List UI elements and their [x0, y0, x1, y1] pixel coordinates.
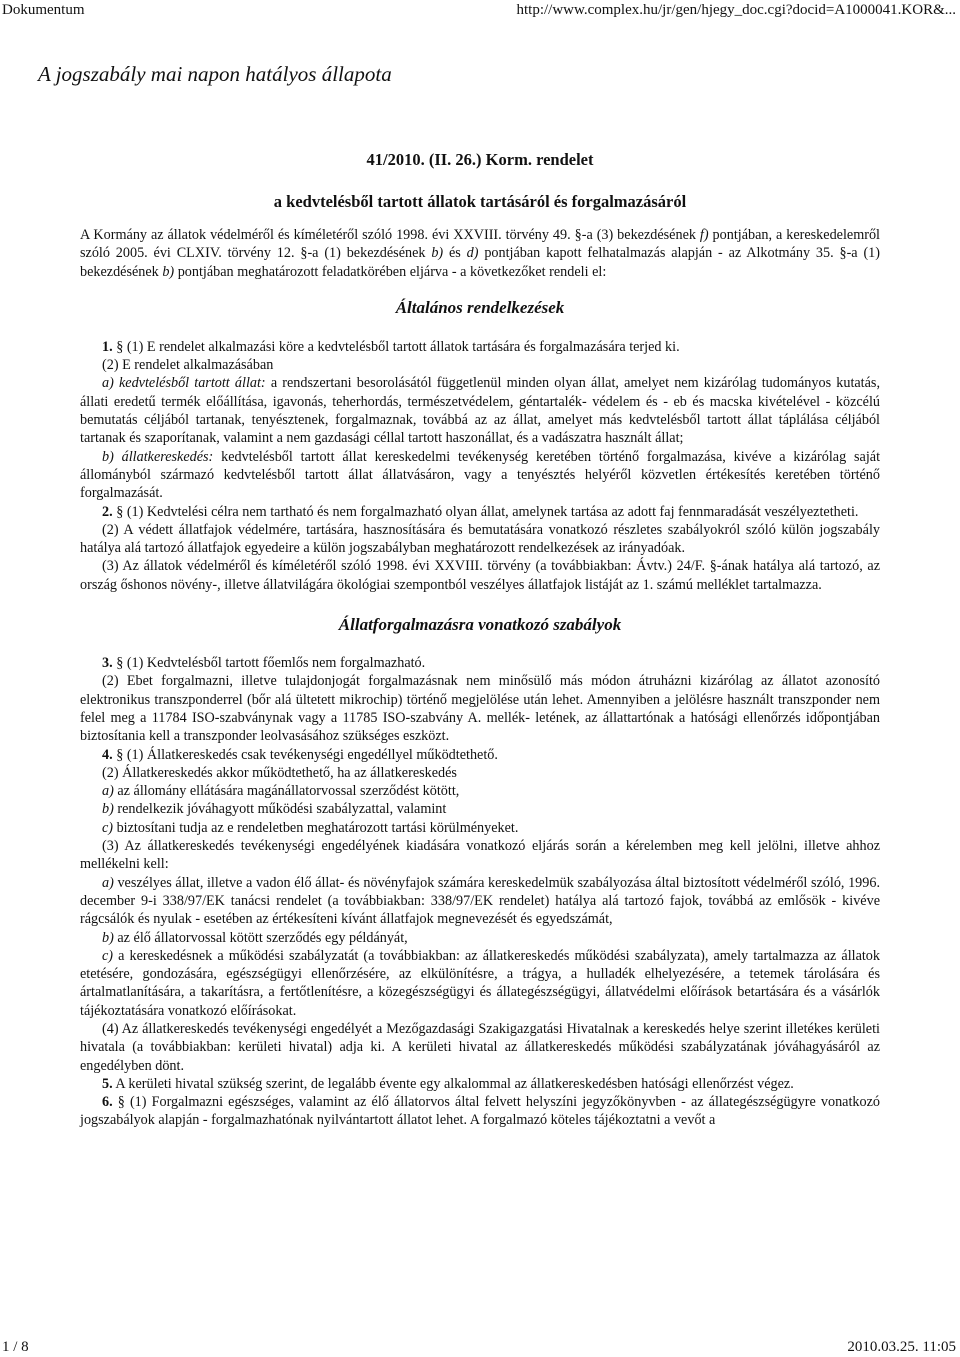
paragraph-6: 6. § (1) Forgalmazni egészséges, valamint az élő állatorvos által felvett helyszíni jegyzőkönyvben - az állategészségügyre vonatkozó jogszabályok alapján - forgalmazhatónak nyilvántartott állatot lehet. A forgalmazó köteles tájékoztatni a vevőt a: [80, 1094, 880, 1129]
document-url[interactable]: http://www.complex.hu/jr/gen/hjegy_doc.cgi?docid=A1000041.KOR&...: [516, 2, 956, 18]
status-line: A jogszabály mai napon hatályos állapota: [38, 62, 392, 86]
decree-title: a kedvtelésből tartott állatok tartásáról és forgalmazásáról: [273, 192, 687, 211]
page-number: 1 / 8: [2, 1339, 29, 1355]
section-heading-trade: Állatforgalmazásra vonatkozó szabályok: [338, 615, 622, 635]
paragraph-3: 3. § (1) Kedvtelésből tartott főemlős nem forgalmazható.: [102, 655, 426, 672]
paragraph-2-2: (2) A védett állatfajok védelmére, tartására, hasznosítására és bemutatására vonatkozó részletes szabályokról szóló külön jogszabály hatálya alá tartozó állatfajok egyedeire a külön jogszabályban meghatározott rendelkezések az irányadóak.: [80, 521, 880, 557]
print-timestamp: 2010.03.25. 11:05: [847, 1339, 956, 1355]
item-4-2-a: a) az állomány ellátására magánállatorvossal szerződést kötött,: [102, 783, 460, 800]
item-4-3-a: a) veszélyes állat, illetve a vadon élő állat- és növényfajok számára kereskedelmük szabályozása által biztosított védelméről szóló, 1996. december 9-i 338/97/EK tanácsi rendelet (a továbbiakban: 338/97/EK rendelet) hatálya alá tartozó fajok, továbbá az emlősök - kivéve rágcsálók és nyulak - esetében az értékesíteni kívánt állatfajok megnevezését és egyedszámát,: [80, 874, 880, 928]
paragraph-1-2: (2) E rendelet alkalmazásában: [102, 357, 274, 374]
paragraph-4-4: (4) Az állatkereskedés tevékenységi engedélyét a Mezőgazdasági Szakigazgatási Hivatalnak a kereskedés helye szerint illetékes kerületi hivatala (a továbbiakban: kerületi hivatal) adja ki. A kerületi hivatal az állatkereskedés működési szabályzatának jóváhagyásáról az engedélyben dönt.: [80, 1020, 880, 1074]
item-4-3-c: c) a kereskedésnek a működési szabályzatát (a továbbiakban: az állatkereskedés működési szabályzata), amely tartalmazza az állatok etetésére, gondozására, egészségügyi ellenőrzésére, az elkülönítésre, a trágya, a hulladék elhelyezésére, a tetemek tárolására és ártalmatlanítására, a takarításra, a fertőtlenítésre, a közegészségügyi és állategészségügyi, állatvédelmi előírások betartására és a vásárlók tájékoztatására vonatkozó előírásokat.: [80, 947, 880, 1019]
definition-b: b) állatkereskedés: kedvtelésből tartott állat kereskedelmi tevékenység keretében történő forgalmazása, kivéve a kizárólag saját állományból származó kedvtelésből tartott állat állatvásáron, vagy a tenyésztés helyéről közvetlen értékesítés keretében történő forgalmazását.: [80, 448, 881, 502]
item-4-2-c: c) biztosítani tudja az e rendeletben meghatározott tartási körülményeket.: [102, 819, 519, 836]
preamble: A Kormány az állatok védelméről és kíméletéről szóló 1998. évi XXVIII. törvény 49. §-a (3) bekezdésének f) pontjában, a kereskedelemről szóló 2005. évi CLXIV. törvény 12. §-a (1) bekezdésének b) és d) pontjában kapott felhatalmazás alapján - az Alkotmány 35. §-a (1) bekezdésének b) pontjában meghatározott feladatkörében eljárva - a következőket rendeli el:: [80, 227, 880, 280]
paragraph-1: 1. § (1) E rendelet alkalmazási köre a kedvtelésből tartott állatok tartására és forgalmazására terjed ki.: [102, 338, 680, 355]
page-header: [0, 0, 960, 20]
paragraph-2-3: (3) Az állatok védelméről és kíméletéről szóló 1998. évi XXVIII. törvény (a továbbiakban: Ávtv.) 24/F. §-ának hatálya alá tartozó, az ország őshonos növény-, illetve állatvilágára ökológiai szempontból veszélyes állatfajok listáját az 1. számú melléklet tartalmazza.: [80, 558, 880, 593]
definition-a: a) kedvtelésből tartott állat: a rendszertani besorolásától függetlenül minden olyan állat, amelyet nem kizárólag tudományos kutatás, állati eredetű termék előállítása, igavonás, teherhordás, természetvédelem, géntartalék- védelem és - eb és macska kivételével - közcélú bemutatás céljából tartanak, tenyésztenek, forgalmaznak, továbbá az az állat, amelyet más kedvtelésből tartott állat táplálása céljából tartanak és szaporítanak, valamint a nem gazdasági céllal tartott haszonállat, és a vadászatra használt állat;: [80, 375, 880, 447]
document-label: Dokumentum: [2, 2, 85, 18]
paragraph-5: 5. A kerületi hivatal szükség szerint, de legalább évente egy alkalommal az állatkereskedésben hatósági ellenőrzést végez.: [102, 1075, 794, 1092]
page-footer: [0, 1337, 960, 1357]
paragraph-4-3: (3) Az állatkereskedés tevékenységi engedélyének kiadására vonatkozó eljárás során a kérelemben meg kell jelölni, illetve ahhoz mellékelni kell:: [80, 838, 880, 873]
paragraph-3-2: (2) Ebet forgalmazni, illetve tulajdonjogát forgalmazásnak nem minősülő más módon átruházni kizárólag az állatot azonosító elektronikus transzponderrel (bőr alá ültetett mikrochip) történő megjelölése után lehet. Amennyiben a jelölésre használt transzponder nem felel meg a 11784 ISO-szabványnak vagy a 11785 ISO-szabvány A. mellék- letének, az állattartónak a hatósági ellenőrzés időpontjában biztosítania kell a transzponder leolvasásához szükséges eszközt.: [80, 673, 880, 745]
paragraph-4: 4. § (1) Állatkereskedés csak tevékenységi engedéllyel működtethető.: [102, 746, 498, 763]
document-body: [80, 150, 880, 1130]
item-4-2-b: b) rendelkezik jóváhagyott működési szabályzattal, valamint: [102, 801, 447, 818]
paragraph-4-2: (2) Állatkereskedés akkor működtethető, ha az állatkereskedés: [102, 764, 457, 781]
section-heading-general: Általános rendelkezések: [395, 297, 565, 317]
item-4-3-b: b) az élő állatorvossal kötött szerződés egy példányát,: [102, 929, 408, 946]
decree-number: 41/2010. (II. 26.) Korm. rendelet: [366, 150, 594, 169]
paragraph-2: 2. § (1) Kedvtelési célra nem tartható és nem forgalmazható olyan állat, amelynek tartása az adott faj fennmaradását veszélyeztetheti.: [102, 503, 859, 520]
